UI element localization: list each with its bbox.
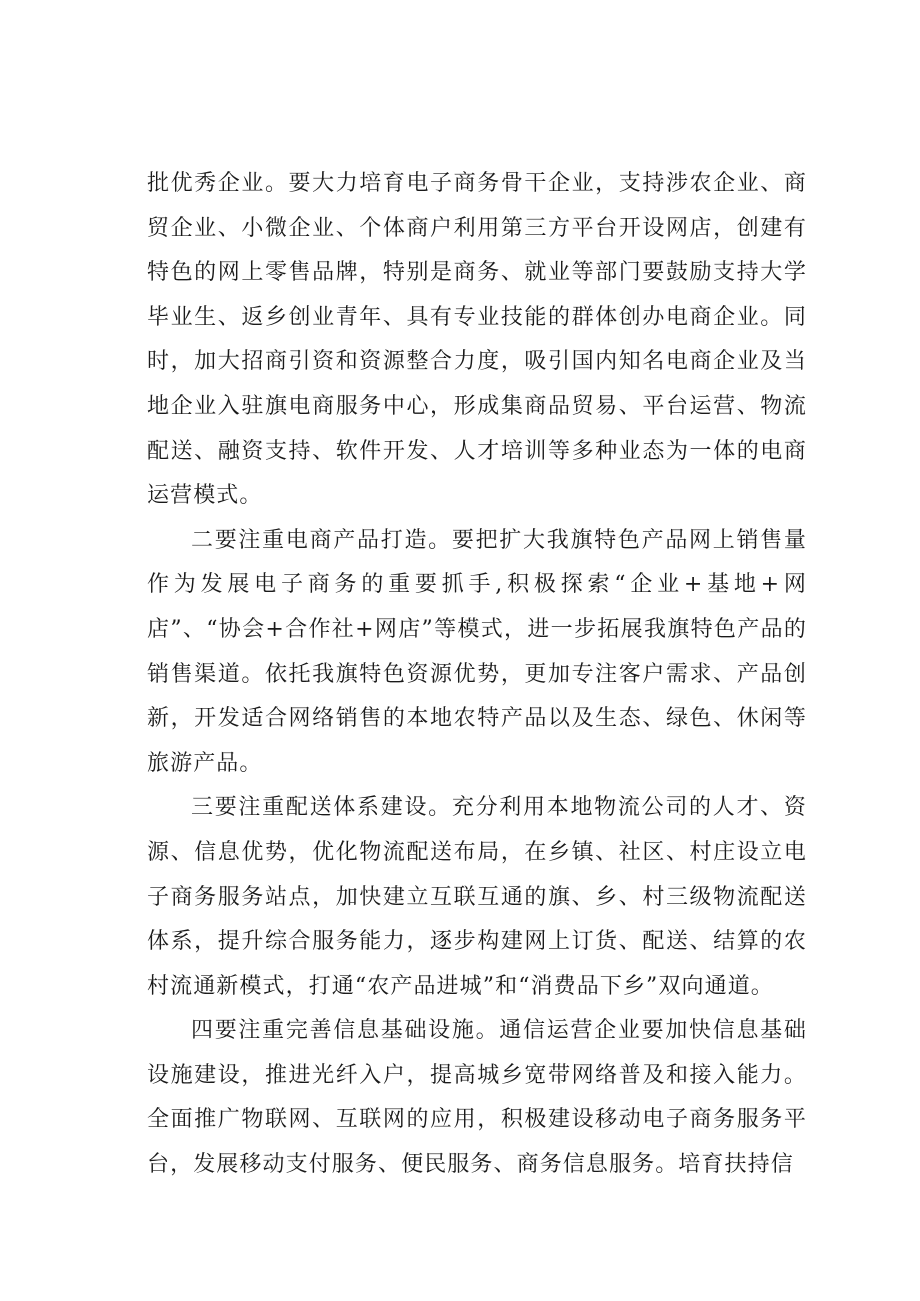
paragraph-delivery-system: 三要注重配送体系建设。充分利用本地物流公司的人才、资源、信息优势，优化物流配送布局，在乡镇、社区、村庄设立电子商务服务站点，加快建立互联互通的旗、乡、村三级物流配送体系，提升综合服务能力，逐步构建网上订货、配送、结算的农村流通新模式，打通“农产品进城”和“消费品下乡”双向通道。 xyxy=(147,795,807,999)
paragraph-ecommerce-products: 二要注重电商产品打造。要把扩大我旗特色产品网上销售量作为发展电子商务的重要抓手,积极探索“企业+基地+网店”、“协会+合作社+网店”等模式，进一步拓展我旗特色产品的销售渠道。依托我旗特色资源优势，更加专注客户需求、产品创新，开发适合网络销售的本地农特产品以及生态、绿色、休闲等旅游产品。 xyxy=(147,527,807,776)
paragraph-continued: 批优秀企业。要大力培育电子商务骨干企业，支持涉农企业、商贸企业、小微企业、个体商户利用第三方平台开设网店，创建有特色的网上零售品牌，特别是商务、就业等部门要鼓励支持大学毕业生、返乡创业青年、具有专业技能的群体创办电商企业。同时，加大招商引资和资源整合力度，吸引国内知名电商企业及当地企业入驻旗电商服务中心，形成集商品贸易、平台运营、物流配送、融资支持、软件开发、人才培训等多种业态为一体的电商运营模式。 xyxy=(147,171,807,509)
document-body xyxy=(147,162,807,1188)
paragraph-info-infrastructure: 四要注重完善信息基础设施。通信运营企业要加快信息基础设施建设，推进光纤入户，提高城乡宽带网络普及和接入能力。全面推广物联网、互联网的应用，积极建设移动电子商务服务平台，发展移动支付服务、便民服务、商务信息服务。培育扶持信 xyxy=(147,1018,807,1178)
